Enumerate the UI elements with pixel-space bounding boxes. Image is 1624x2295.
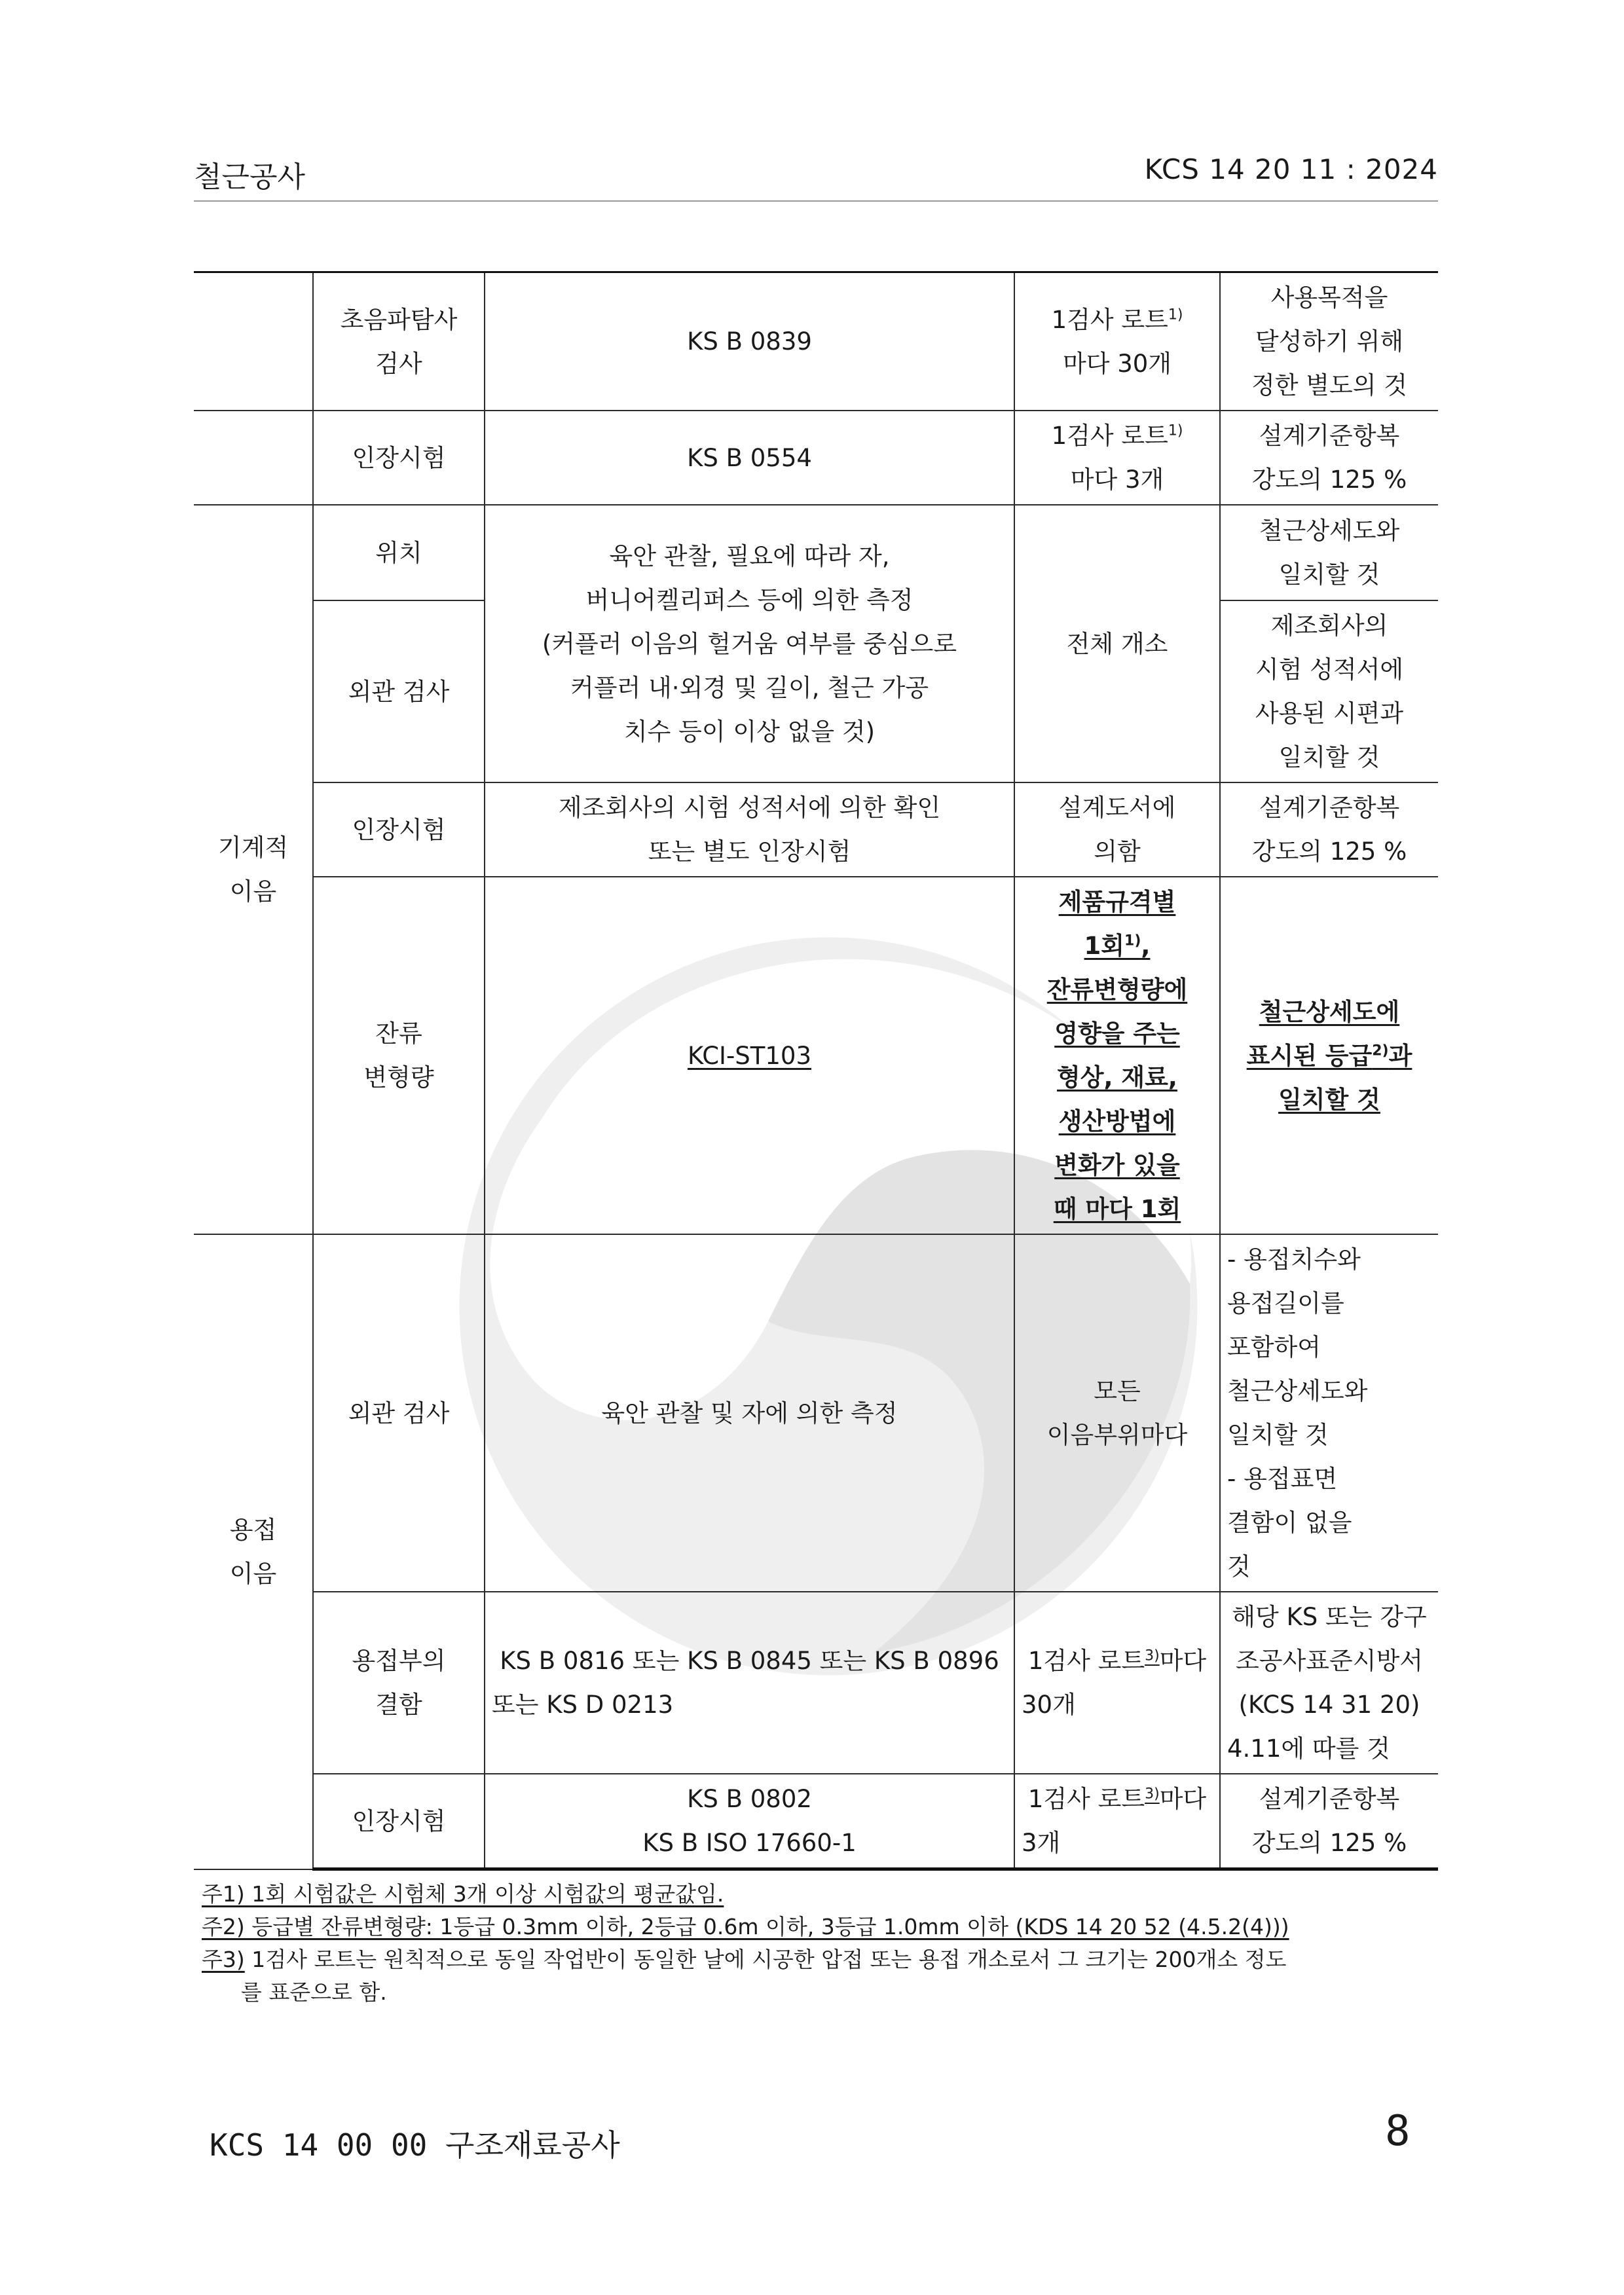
table-notes [202, 1878, 1438, 2009]
frequency-cell: 1검사 로트$^{1)}$ 마다 3개 [1014, 411, 1220, 505]
table-row [194, 782, 1438, 877]
group-cell [194, 272, 313, 411]
criteria-cell: 철근상세도에 표시된 등급$^{2)}$과 일치할 것 [1220, 877, 1438, 1234]
header-section-title: 철근공사 [194, 160, 306, 194]
frequency-cell: 1검사 로트$^{3)}$마다 30개 [1014, 1592, 1220, 1774]
criteria-cell: - 용접치수와 용접길이를 포함하여 철근상세도와 일치할 것 - 용접표면 결함이 없을 것 [1220, 1234, 1438, 1592]
frequency-cell: 모든 이음부위마다 [1014, 1234, 1220, 1592]
item-cell: 인장시험 [313, 411, 485, 505]
method-cell: KS B 0554 [485, 411, 1014, 505]
criteria-cell: 사용목적을 달성하기 위해 정한 별도의 것 [1220, 272, 1438, 411]
table-row [194, 1234, 1438, 1592]
footer-doc-title: KCS 14 00 00 구조재료공사 [210, 2127, 620, 2163]
group-cell-welded: 용접 이음 [194, 1234, 313, 1869]
table-row [194, 411, 1438, 505]
frequency-cell: 설계도서에 의함 [1014, 782, 1220, 877]
item-cell: 외관 검사 [313, 600, 485, 782]
frequency-cell: 전체 개소 [1014, 505, 1220, 782]
item-cell: 위치 [313, 505, 485, 600]
criteria-cell: 설계기준항복 강도의 125 % [1220, 411, 1438, 505]
method-cell: 육안 관찰, 필요에 따라 자, 버니어켈리퍼스 등에 의한 측정 (커플러 이음의 헐거움 여부를 중심으로 커플러 내·외경 및 길이, 철근 가공 치수 등이 이상 없을 것) [485, 505, 1014, 782]
criteria-cell: 설계기준항복 강도의 125 % [1220, 1774, 1438, 1869]
frequency-cell: 1검사 로트$^{1)}$ 마다 30개 [1014, 272, 1220, 411]
criteria-cell: 해당 KS 또는 강구조공사표준시방서 (KCS 14 31 20) 4.11에 따를 것 [1220, 1592, 1438, 1774]
item-cell: 인장시험 [313, 1774, 485, 1869]
note-1: 주1) 1회 시험값은 시험체 3개 이상 시험값의 평균값임. [202, 1881, 724, 1907]
table-row [194, 877, 1438, 1234]
criteria-cell: 철근상세도와 일치할 것 [1220, 505, 1438, 600]
method-cell: 육안 관찰 및 자에 의한 측정 [485, 1234, 1014, 1592]
table-row [194, 272, 1438, 411]
inspection-table [194, 271, 1438, 1871]
header-code: KCS 14 20 11 : 2024 [1144, 153, 1438, 185]
criteria-cell: 제조회사의 시험 성적서에 사용된 시편과 일치할 것 [1220, 600, 1438, 782]
note-3: 주3) 1검사 로트는 원칙적으로 동일 작업반이 동일한 날에 시공한 압접 또는 용접 개소로서 그 크기는 200개소 정도 [202, 1947, 1287, 1972]
group-cell-mechanical: 기계적 이음 [194, 505, 313, 1234]
note-2: 주2) 등급별 잔류변형량: 1등급 0.3mm 이하, 2등급 0.6m 이하, 3등급 1.0mm 이하 (KDS 14 20 52 (4.5.2(4))) [202, 1914, 1289, 1939]
item-cell: 초음파탐사 검사 [313, 272, 485, 411]
table-row [194, 505, 1438, 600]
criteria-cell: 설계기준항복 강도의 125 % [1220, 782, 1438, 877]
table-row [194, 1592, 1438, 1774]
page-number: 8 [1385, 2107, 1411, 2156]
frequency-cell: 제품규격별 1회$^{1)}$, 잔류변형량에 영향을 주는 형상, 재료, 생산방법에 변화가 있을 때 마다 1회 [1014, 877, 1220, 1234]
method-cell: KCI-ST103 [485, 877, 1014, 1234]
item-cell: 용접부의 결함 [313, 1592, 485, 1774]
page-header [194, 148, 1438, 202]
item-cell: 외관 검사 [313, 1234, 485, 1592]
item-cell: 인장시험 [313, 782, 485, 877]
method-cell: KS B 0839 [485, 272, 1014, 411]
table-row [194, 1774, 1438, 1869]
note-3-continuation: 를 표준으로 함. [241, 1979, 387, 2005]
item-cell: 잔류 변형량 [313, 877, 485, 1234]
method-cell: KS B 0816 또는 KS B 0845 또는 KS B 0896 또는 KS D 0213 [485, 1592, 1014, 1774]
method-cell: KS B 0802 KS B ISO 17660-1 [485, 1774, 1014, 1869]
group-cell [194, 411, 313, 505]
method-cell: 제조회사의 시험 성적서에 의한 확인 또는 별도 인장시험 [485, 782, 1014, 877]
frequency-cell: 1검사 로트$^{3)}$마다 3개 [1014, 1774, 1220, 1869]
